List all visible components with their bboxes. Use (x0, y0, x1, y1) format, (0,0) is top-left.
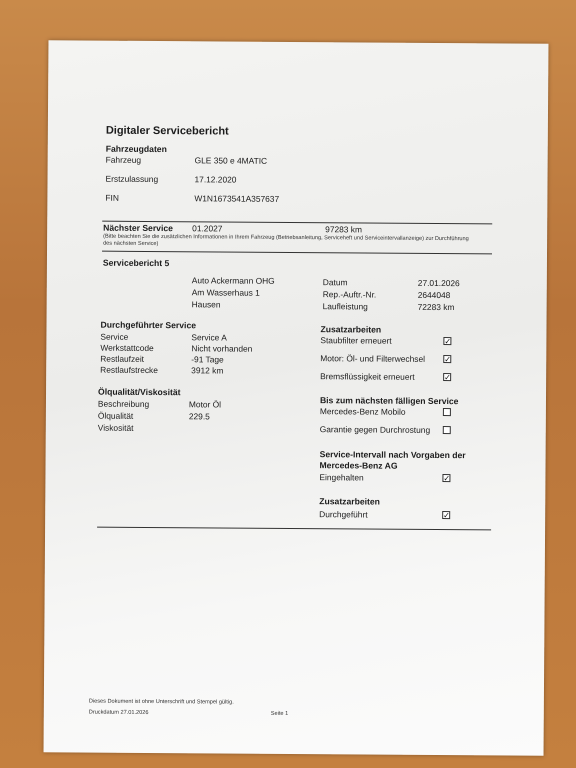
checkbox[interactable]: ✓ (444, 373, 451, 383)
fin-value: W1N1673541A357637 (194, 193, 280, 204)
performed-heading: Durchgeführter Service (100, 319, 197, 331)
interval-heading-2: Mercedes-Benz AG (319, 460, 398, 471)
extra-work-2-item-label: Durchgeführt (319, 509, 368, 520)
until-next-heading: Bis zum nächsten fälligen Service (319, 395, 459, 407)
viscosity-label: Viskosität (97, 422, 134, 433)
next-service-note: (Bitte beachten Sie die zusätzlichen Informationen in Ihrem Fahrzeug (Betriebsanleitung, Serviceheft und Serviceintervallanzeige) zur Durchführung des nächsten Service) (103, 233, 469, 248)
mileage-value: 72283 km (417, 301, 455, 313)
interval-item-label: Eingehalten (319, 472, 364, 483)
next-service-km: 97283 km (325, 224, 362, 235)
until-next-item-label: Garantie gegen Durchrostung (319, 424, 431, 435)
workshop-city: Hausen (191, 299, 221, 310)
date-label: Datum (322, 277, 348, 288)
checkbox[interactable]: ✓ (443, 474, 451, 484)
report-heading: Servicebericht 5 (102, 257, 170, 269)
date-value: 27.01.2026 (417, 277, 460, 289)
document-title: Digitaler Servicebericht (105, 124, 229, 138)
extra-work-item-label: Motor: Öl- und Filterwechsel (320, 353, 426, 364)
order-number-value: 2644048 (417, 289, 451, 301)
remaining-distance-value: 3912 km (191, 365, 224, 376)
divider (97, 527, 491, 531)
registration-label: Erstzulassung (105, 173, 159, 185)
extra-work-heading: Zusatzarbeiten (320, 324, 382, 335)
interval-heading: Service-Intervall nach Vorgaben der (319, 449, 466, 461)
oil-quality-label: Ölqualität (97, 410, 134, 421)
workshop-street: Am Wasserhaus 1 (191, 287, 260, 298)
checkbox[interactable]: ✓ (444, 355, 452, 365)
mileage-label: Laufleistung (322, 301, 368, 312)
workshop-code-label: Werkstattcode (100, 342, 154, 354)
order-number-label: Rep.-Auftr.-Nr. (322, 289, 377, 300)
footer-disclaimer: Dieses Dokument ist ohne Unterschrift und Stempel gültig. (88, 698, 234, 706)
extra-work-2-heading: Zusatzarbeiten (319, 496, 380, 507)
next-service-date: 01.2027 (192, 223, 223, 234)
workshop-name: Auto Ackermann OHG (191, 275, 275, 286)
extra-work-item-label: Staubfilter erneuert (320, 335, 392, 346)
vehicle-label: Fahrzeug (105, 154, 142, 165)
fin-label: FIN (105, 192, 119, 203)
footer-print-date: Druckdatum 27.01.2026 (88, 709, 149, 716)
checkbox[interactable] (443, 426, 451, 434)
checkbox[interactable]: ✓ (444, 337, 452, 347)
remaining-time-value: -91 Tage (191, 354, 224, 365)
divider (102, 251, 492, 255)
workshop-code-value: Nicht vorhanden (191, 343, 253, 354)
document-sheet (44, 40, 549, 755)
extra-work-item-label: Bremsflüssigkeit erneuert (320, 371, 415, 382)
vehicle-heading: Fahrzeugdaten (105, 143, 167, 155)
checkbox[interactable]: ✓ (443, 511, 450, 521)
until-next-item-label: Mercedes-Benz Mobilo (319, 406, 406, 417)
vehicle-value: GLE 350 e 4MATIC (194, 155, 268, 166)
oil-heading: Ölqualität/Viskosität (98, 386, 181, 398)
next-service-heading: Nächster Service (103, 222, 173, 234)
footer-page: Seite 1 (270, 710, 289, 717)
oil-description-label: Beschreibung (97, 398, 150, 409)
service-label: Service (100, 331, 129, 342)
registration-value: 17.12.2020 (194, 174, 237, 185)
checkbox[interactable] (443, 408, 451, 416)
oil-quality-value: 229.5 (188, 411, 210, 422)
remaining-time-label: Restlaufzeit (100, 353, 145, 364)
oil-description-value: Motor Öl (188, 399, 222, 410)
service-value: Service A (191, 332, 227, 343)
remaining-distance-label: Restlaufstrecke (100, 364, 158, 376)
